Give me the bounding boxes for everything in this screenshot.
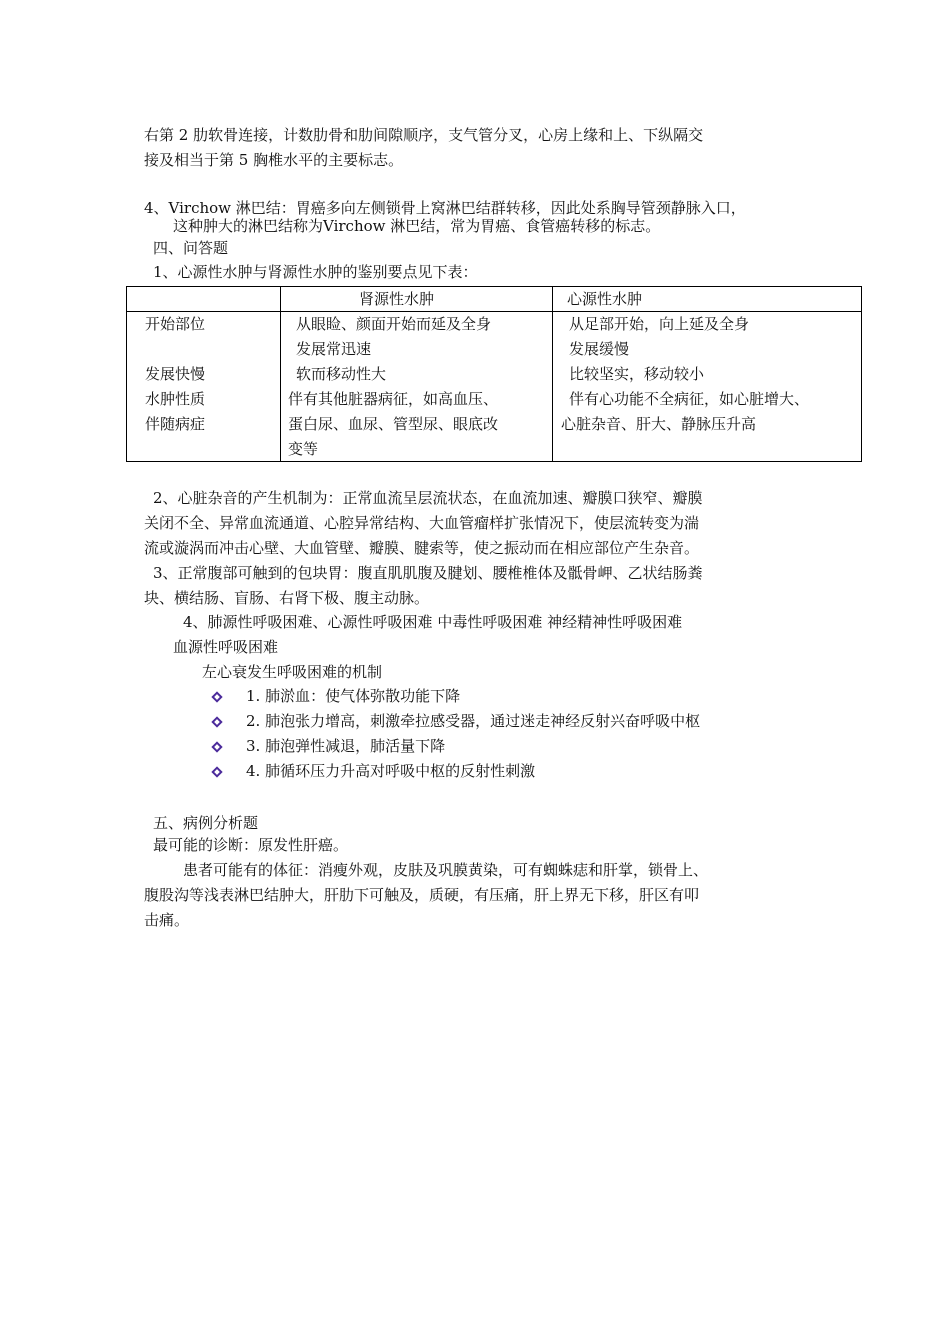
signs-line-2: 腹股沟等浅表淋巴结肿大，肝肋下可触及，质硬，有压痛，肝上界无下移，肝区有叩	[144, 886, 700, 904]
question-2-line-2: 关闭不全、异常血流通道、心腔异常结构、大血管瘤样扩张情况下，使层流转变为湍	[144, 514, 700, 532]
table-row-label: 开始部位	[145, 315, 206, 333]
intro-line-1: 右第 2 肋软骨连接，计数肋骨和肋间隙顺序，支气管分叉，心房上缘和上、下纵隔交	[144, 126, 704, 144]
table-col-divider-1	[280, 287, 281, 461]
table-header-renal: 肾源性水肿	[359, 290, 435, 308]
diamond-bullet-icon	[211, 766, 222, 777]
cardiac-cell: 从足部开始，向上延及全身	[569, 315, 750, 333]
question-2-line-1: 2、心脏杂音的产生机制为：正常血流呈层流状态，在血流加速、瓣膜口狭窄、瓣膜	[153, 489, 703, 507]
table-header-divider	[127, 311, 861, 312]
cardiac-cell: 伴有心功能不全病征，如心脏增大、	[569, 390, 810, 408]
mechanism-item: 1. 肺淤血：使气体弥散功能下降	[246, 687, 461, 705]
intro-line-2: 接及相当于第 5 胸椎水平的主要标志。	[144, 151, 404, 169]
table-header-cardiac: 心源性水肿	[567, 290, 643, 308]
edema-comparison-table	[126, 286, 862, 462]
question-1: 1、心源性水肿与肾源性水肿的鉴别要点见下表：	[153, 263, 478, 281]
diamond-bullet-icon	[211, 741, 222, 752]
table-row-label: 伴随病症	[145, 415, 206, 433]
renal-cell: 伴有其他脏器病征，如高血压、	[288, 390, 499, 408]
renal-cell: 发展常迅速	[296, 340, 372, 358]
section-4-title: 四、问答题	[153, 239, 229, 257]
renal-cell: 蛋白尿、血尿、管型尿、眼底改	[288, 415, 499, 433]
cardiac-cell: 比较坚实，移动较小	[569, 365, 705, 383]
table-row-label: 发展快慢	[145, 365, 206, 383]
diagnosis: 最可能的诊断：原发性肝癌。	[153, 836, 349, 854]
question-4-line-1: 4、肺源性呼吸困难、心源性呼吸困难 中毒性呼吸困难 神经精神性呼吸困难	[183, 613, 683, 631]
renal-cell: 变等	[288, 440, 319, 458]
question-2-line-3: 流或漩涡而冲击心壁、大血管壁、瓣膜、腱索等，使之振动而在相应部位产生杂音。	[144, 539, 700, 557]
renal-cell: 软而移动性大	[296, 365, 387, 383]
question-3-line-2: 块、横结肠、盲肠、右肾下极、腹主动脉。	[144, 589, 430, 607]
cardiac-cell: 发展缓慢	[569, 340, 630, 358]
mechanism-item: 3. 肺泡弹性减退，肺活量下降	[246, 737, 446, 755]
question-3-line-1: 3、正常腹部可触到的包块胃：腹直肌肌腹及腱划、腰椎椎体及骶骨岬、乙状结肠粪	[153, 564, 703, 582]
mechanism-item: 4. 肺循环压力升高对呼吸中枢的反射性刺激	[246, 762, 536, 780]
table-col-divider-2	[552, 287, 553, 461]
section-5-title: 五、病例分析题	[153, 814, 259, 832]
question-4-subtitle: 左心衰发生呼吸困难的机制	[202, 663, 383, 681]
question-4-line-2: 血源性呼吸困难	[173, 638, 279, 656]
renal-cell: 从眼睑、颜面开始而延及全身	[296, 315, 492, 333]
diamond-bullet-icon	[211, 716, 222, 727]
cardiac-cell: 心脏杂音、肝大、静脉压升高	[561, 415, 757, 433]
diamond-bullet-icon	[211, 691, 222, 702]
signs-line-1: 患者可能有的体征：消瘦外观，皮肤及巩膜黄染，可有蜘蛛痣和肝掌，锁骨上、	[183, 861, 709, 879]
mechanism-item: 2. 肺泡张力增高，刺激牵拉感受器，通过迷走神经反射兴奋呼吸中枢	[246, 712, 701, 730]
table-row-label: 水肿性质	[145, 390, 206, 408]
virchow-line-2: 这种肿大的淋巴结称为Virchow 淋巴结，常为胃癌、食管癌转移的标志。	[173, 217, 661, 235]
virchow-line-1: 4、Virchow 淋巴结：胃癌多向左侧锁骨上窝淋巴结群转移，因此处系胸导管颈静脉入口，	[144, 199, 746, 217]
signs-line-3: 击痛。	[144, 911, 190, 929]
